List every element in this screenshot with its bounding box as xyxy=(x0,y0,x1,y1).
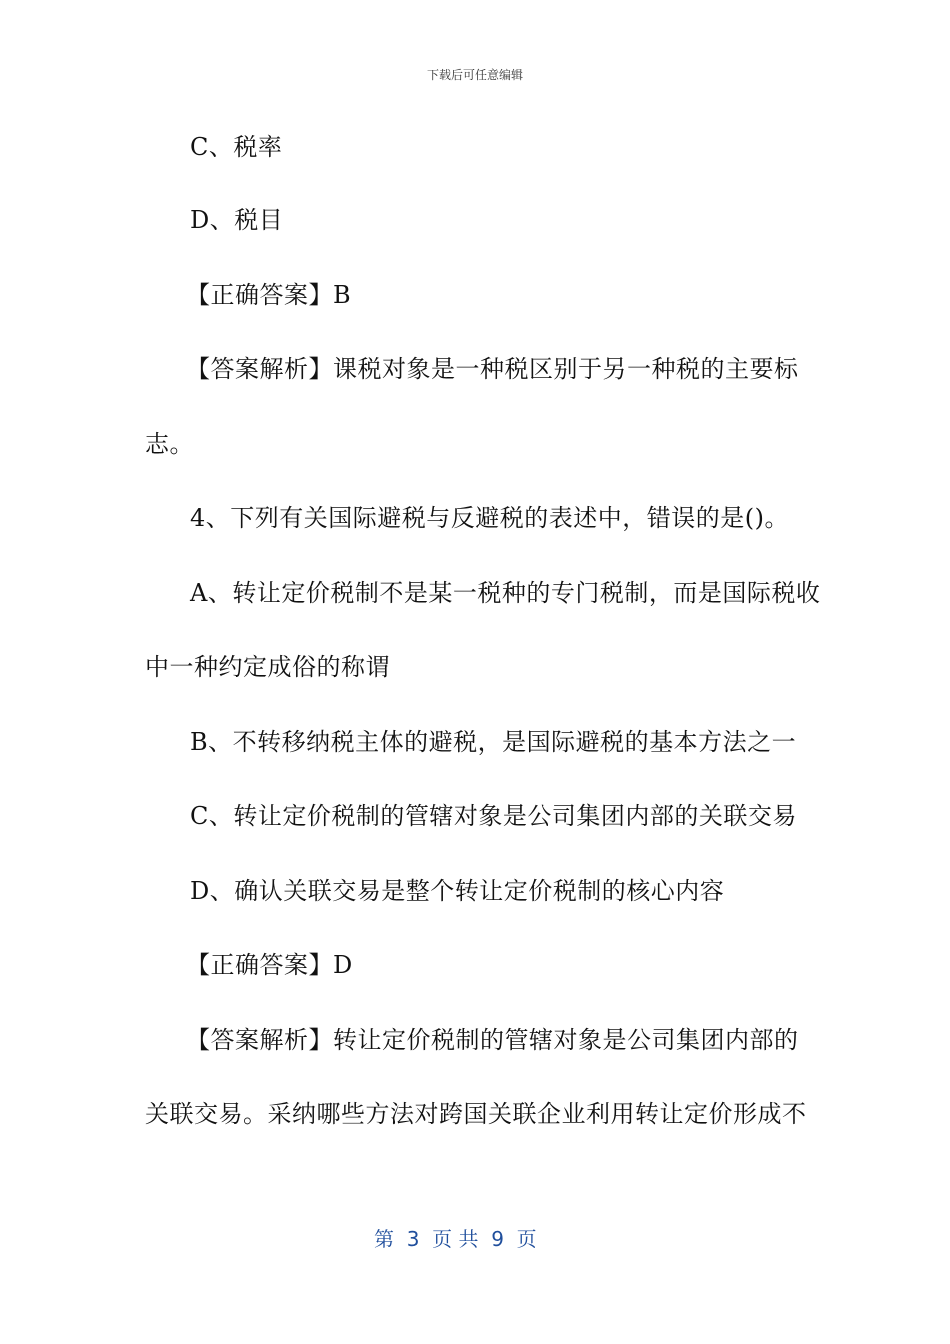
option-d-line: D、确认关联交易是整个转让定价税制的核心内容 xyxy=(190,877,725,905)
explanation-continuation: 关联交易。采纳哪些方法对跨国关联企业利用转让定价形成不 xyxy=(145,1100,807,1128)
option-b-line: B、不转移纳税主体的避税，是国际避税的基本方法之一 xyxy=(190,728,797,756)
page-header: 下载后可任意编辑 xyxy=(426,68,523,82)
option-a-line: A、转让定价税制不是某一税种的专门税制，而是国际税收 xyxy=(190,579,821,607)
explanation-line: 【答案解析】转让定价税制的管辖对象是公司集团内部的 xyxy=(186,1026,799,1054)
option-a-continuation: 中一种约定成俗的称谓 xyxy=(145,653,390,681)
option-c-line: C、税率 xyxy=(190,133,283,161)
answer-line: 【正确答案】B xyxy=(186,281,352,309)
option-c-line: C、转让定价税制的管辖对象是公司集团内部的关联交易 xyxy=(190,802,797,830)
question-line: 4、下列有关国际避税与反避税的表述中，错误的是()。 xyxy=(190,504,789,532)
page-number-footer: 第 3 页 共 9 页 xyxy=(374,1227,537,1251)
option-d-line: D、税目 xyxy=(190,206,284,234)
explanation-continuation: 志。 xyxy=(145,430,194,458)
explanation-line: 【答案解析】课税对象是一种税区别于另一种税的主要标 xyxy=(186,355,799,383)
answer-line: 【正确答案】D xyxy=(186,951,353,979)
